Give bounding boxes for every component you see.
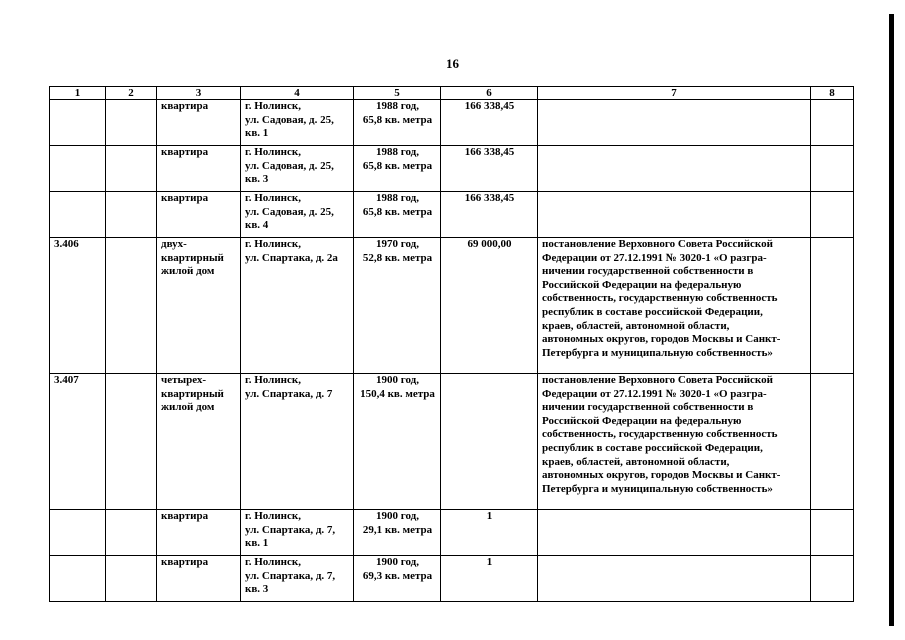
item-number-cell [50, 192, 106, 238]
cell-line: ул. Садовая, д. 25, [245, 113, 334, 126]
cell-line: г. Нолинск, [245, 146, 301, 158]
cell-line: собственность, государственную собственность [542, 292, 778, 305]
cell-line: постановление Верховного Совета Российской [542, 374, 773, 386]
table-row [50, 510, 854, 556]
year-area-cell [354, 510, 441, 556]
cell-line: республик в составе российской Федерации, [542, 441, 763, 454]
year-area-cell [354, 100, 441, 146]
cell-line: 1988 год, [376, 192, 419, 204]
column-header: 1 [50, 87, 106, 100]
legal-basis-cell [538, 192, 811, 238]
col2-cell [106, 510, 157, 556]
address-cell [241, 374, 354, 510]
cell-text: 3.407 [54, 374, 79, 386]
col8-cell [811, 192, 854, 238]
legal-basis-cell [538, 100, 811, 146]
address-cell [241, 146, 354, 192]
property-registry-table [49, 86, 854, 602]
cell-line: двух- [161, 238, 187, 250]
col2-cell [106, 374, 157, 510]
address-cell [241, 238, 354, 374]
page-number: 16 [446, 56, 459, 71]
cell-line: г. Нолинск, [245, 192, 301, 204]
object-type-cell [157, 510, 241, 556]
cell-text: 3.406 [54, 238, 79, 250]
cell-line: кв. 1 [245, 537, 269, 550]
value-cell [441, 556, 538, 602]
column-header-row [50, 87, 854, 100]
cell-line: ничении государственной собственности в [542, 265, 754, 278]
object-type-cell [157, 192, 241, 238]
cell-line: постановление Верховного Совета Российской [542, 238, 773, 250]
year-area-cell [354, 238, 441, 374]
object-type-cell [157, 146, 241, 192]
col2-cell [106, 238, 157, 374]
cell-line: республик в составе российской Федерации, [542, 305, 763, 318]
legal-basis-cell [538, 146, 811, 192]
legal-basis-cell [538, 374, 811, 510]
address-cell [241, 556, 354, 602]
value-cell [441, 510, 538, 556]
cell-text: 1 [486, 510, 493, 522]
cell-line: 65,8 кв. метра [362, 205, 433, 218]
cell-line: ул. Спартака, д. 2а [245, 251, 338, 264]
column-header: 4 [241, 87, 354, 100]
year-area-cell [354, 556, 441, 602]
column-header: 2 [106, 87, 157, 100]
item-number-cell [50, 100, 106, 146]
cell-line: 65,8 кв. метра [362, 159, 433, 172]
page-edge-bar [889, 14, 894, 626]
cell-line: ул. Спартака, д. 7, [245, 523, 336, 536]
cell-line: краев, областей, автономной области, [542, 455, 730, 468]
item-number-cell [50, 556, 106, 602]
cell-text: 1 [486, 556, 493, 568]
cell-line: кв. 4 [245, 219, 269, 232]
col8-cell [811, 100, 854, 146]
year-area-cell [354, 146, 441, 192]
cell-line: ничении государственной собственности в [542, 401, 754, 414]
value-cell [441, 146, 538, 192]
cell-line: квартира [161, 192, 209, 204]
year-area-cell [354, 374, 441, 510]
cell-line: собственность, государственную собственность [542, 428, 778, 441]
cell-line: кв. 1 [245, 127, 269, 140]
cell-line: квартира [161, 146, 209, 158]
cell-text: 166 338,45 [464, 192, 515, 204]
table-row [50, 100, 854, 146]
cell-line: Петербурга и муниципальную собственность» [542, 482, 773, 495]
cell-line: 1988 год, [376, 100, 419, 112]
year-area-cell [354, 192, 441, 238]
col8-cell [811, 238, 854, 374]
cell-line: 1988 год, [376, 146, 419, 158]
cell-line: 1970 год, [376, 238, 419, 250]
column-header: 3 [157, 87, 241, 100]
cell-line: кв. 3 [245, 173, 269, 186]
cell-line: г. Нолинск, [245, 510, 301, 522]
cell-line: квартирный [161, 251, 224, 264]
cell-line: 1900 год, [376, 374, 419, 386]
cell-line: г. Нолинск, [245, 556, 301, 568]
cell-text: 69 000,00 [467, 238, 512, 250]
cell-line: Федерации от 27.12.1991 № 3020-1 «О разгра- [542, 251, 767, 264]
legal-basis-cell [538, 510, 811, 556]
legal-basis-cell [538, 556, 811, 602]
cell-line: Российской Федерации на федеральную [542, 414, 742, 427]
col2-cell [106, 100, 157, 146]
column-header: 8 [811, 87, 854, 100]
col8-cell [811, 374, 854, 510]
table-row [50, 238, 854, 374]
item-number-cell [50, 374, 106, 510]
address-cell [241, 510, 354, 556]
col2-cell [106, 146, 157, 192]
cell-line: кв. 3 [245, 583, 269, 596]
cell-line: г. Нолинск, [245, 374, 301, 386]
cell-text: 166 338,45 [464, 146, 515, 158]
cell-line: Российской Федерации на федеральную [542, 278, 742, 291]
cell-line: жилой дом [161, 401, 215, 414]
cell-line: 69,3 кв. метра [362, 569, 433, 582]
table-row [50, 556, 854, 602]
table-row [50, 146, 854, 192]
cell-line: ул. Садовая, д. 25, [245, 205, 334, 218]
value-cell [441, 100, 538, 146]
col8-cell [811, 556, 854, 602]
cell-line: Федерации от 27.12.1991 № 3020-1 «О разгра- [542, 387, 767, 400]
cell-line: г. Нолинск, [245, 238, 301, 250]
value-cell [441, 238, 538, 374]
col2-cell [106, 556, 157, 602]
address-cell [241, 192, 354, 238]
column-header: 5 [354, 87, 441, 100]
cell-line: автономных округов, городов Москвы и Санкт- [542, 469, 781, 482]
cell-line: ул. Садовая, д. 25, [245, 159, 334, 172]
cell-line: 52,8 кв. метра [362, 251, 433, 264]
item-number-cell [50, 510, 106, 556]
cell-line: жилой дом [161, 265, 215, 278]
cell-line: 1900 год, [376, 510, 419, 522]
item-number-cell [50, 146, 106, 192]
table-row [50, 192, 854, 238]
value-cell [441, 374, 538, 510]
cell-line: краев, областей, автономной области, [542, 319, 730, 332]
cell-line: квартирный [161, 387, 224, 400]
table-row [50, 374, 854, 510]
object-type-cell [157, 238, 241, 374]
cell-line: квартира [161, 556, 209, 568]
cell-line: Петербурга и муниципальную собственность» [542, 346, 773, 359]
column-header: 6 [441, 87, 538, 100]
column-header: 7 [538, 87, 811, 100]
legal-basis-cell [538, 238, 811, 374]
cell-line: квартира [161, 100, 209, 112]
object-type-cell [157, 100, 241, 146]
cell-line: 29,1 кв. метра [362, 523, 433, 536]
address-cell [241, 100, 354, 146]
cell-line: четырех- [161, 374, 207, 386]
col2-cell [106, 192, 157, 238]
cell-line: 65,8 кв. метра [362, 113, 433, 126]
cell-line: ул. Спартака, д. 7 [245, 387, 333, 400]
cell-text: 166 338,45 [464, 100, 515, 112]
cell-line: автономных округов, городов Москвы и Санкт- [542, 333, 781, 346]
cell-line: г. Нолинск, [245, 100, 301, 112]
cell-line: ул. Спартака, д. 7, [245, 569, 336, 582]
object-type-cell [157, 374, 241, 510]
cell-line: 150,4 кв. метра [360, 387, 435, 400]
object-type-cell [157, 556, 241, 602]
col8-cell [811, 146, 854, 192]
cell-line: 1900 год, [376, 556, 419, 568]
item-number-cell [50, 238, 106, 374]
cell-line: квартира [161, 510, 209, 522]
col8-cell [811, 510, 854, 556]
value-cell [441, 192, 538, 238]
